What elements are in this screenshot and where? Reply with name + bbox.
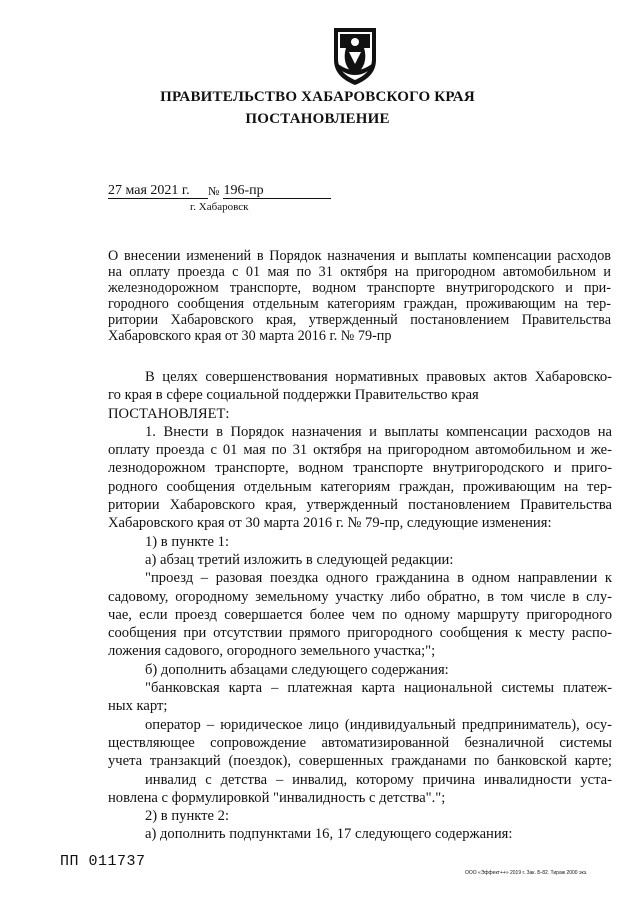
subject-line: О внесении изменений в Порядок назначения и выплаты компенсации расходов — [108, 248, 611, 264]
body-line: учета транзакций (поездок), совершенных гражданами по банковской карте; — [108, 753, 612, 770]
date-number-row — [108, 183, 331, 199]
body-line: ПОСТАНОВЛЯЕТ: — [108, 405, 230, 422]
body-line: ных карт; — [108, 698, 168, 715]
printer-imprint: ООО «Эффект++» 2019 г. Зак. Б-82. Тираж 2000 экз. — [465, 870, 588, 876]
body-line: а) абзац третий изложить в следующей редакции: — [145, 551, 454, 568]
body-line: чае, если проезд совершается более чем по одному маршруту пригородного — [108, 606, 612, 623]
body-line: оператор – юридическое лицо (индивидуальный предприниматель), осу- — [145, 716, 612, 733]
body-line: новлена с формулировкой "инвалидность с детства"."; — [108, 789, 446, 806]
body-line: "банковская карта – платежная карта национальной системы платеж- — [145, 680, 612, 697]
body-line: В целях совершенствования нормативных правовых актов Хабаровско- — [145, 369, 612, 385]
document-body — [108, 368, 612, 844]
body-line: 2) в пункте 2: — [145, 808, 230, 825]
body-line: ритории Хабаровского края, утвержденный постановлением Правительства — [108, 497, 612, 514]
body-line: б) дополнить абзацами следующего содержания: — [145, 661, 449, 678]
body-line: ложения садового, огородного земельного участка;"; — [108, 643, 436, 660]
document-type-title: ПОСТАНОВЛЕНИЕ — [245, 111, 390, 127]
subject-line: городного сообщения отдельным категориям граждан, проживающим на тер- — [108, 296, 611, 312]
document-number: 196-пр — [223, 183, 331, 199]
subject-line: на оплату проезда с 01 мая по 31 октября на пригородном автомобильном и — [108, 264, 611, 280]
body-line: садовому, огородному земельному участку либо обратно, в том числе в слу- — [108, 588, 612, 605]
body-line: лезнодорожном транспорте, водном транспорте внутригородского и приго- — [108, 460, 612, 477]
body-line: Хабаровского края от 30 марта 2016 г. № 79-пр, следующие изменения: — [108, 515, 552, 532]
body-line: "проезд – разовая поездка одного гражданина в одном направлении к — [145, 570, 612, 587]
body-line: инвалид с детства – инвалид, которому причина инвалидности уста- — [145, 771, 612, 788]
subject-line: Хабаровского края от 30 марта 2016 г. № 79-пр — [108, 328, 392, 344]
body-line: родного сообщения отдельным категориям граждан, проживающим на тер- — [108, 478, 612, 495]
city-label: г. Хабаровск — [190, 201, 249, 213]
subject-line: железнодорожном транспорте, водном транспорте внутригородского и при- — [108, 280, 611, 296]
document-subject — [108, 248, 611, 344]
body-line: а) дополнить подпунктами 16, 17 следующего содержания: — [145, 826, 513, 843]
number-sign: № — [208, 184, 220, 198]
document-serial-code: ПП 011737 — [60, 853, 146, 870]
body-line: го края в сфере социальной поддержки Правительство края — [108, 387, 479, 404]
body-line: 1. Внести в Порядок назначения и выплаты компенсации расходов на — [145, 423, 612, 440]
body-line: ществляющее сопровождение автоматизированной безналичной системы — [108, 734, 612, 751]
subject-line: ритории Хабаровского края, утвержденный постановлением Правительства — [108, 312, 611, 328]
body-line: 1) в пункте 1: — [145, 533, 230, 550]
organization-title: ПРАВИТЕЛЬСТВО ХАБАРОВСКОГО КРАЯ — [160, 89, 475, 105]
document-date: 27 мая 2021 г. — [108, 183, 208, 199]
coat-of-arms-emblem — [330, 24, 380, 86]
body-line: оплату проезда с 01 мая по 31 октября на пригородном автомобильном и же- — [108, 442, 612, 459]
body-line: сообщения при отсутствии прямого пригородного сообщения к месту распо- — [108, 625, 612, 642]
